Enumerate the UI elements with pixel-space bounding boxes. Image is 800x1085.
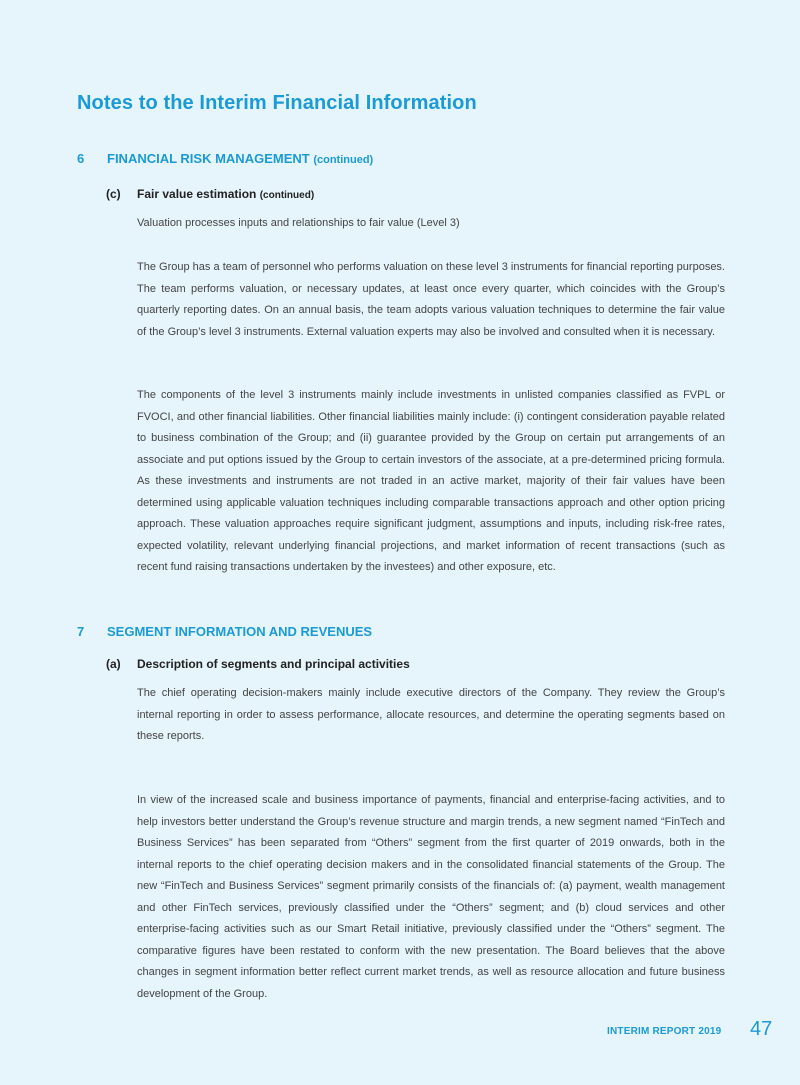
subsection-c-heading <box>106 187 314 201</box>
paragraph-intro: Valuation processes inputs and relationships to fair value (Level 3) <box>137 217 460 229</box>
section-number: 6 <box>77 151 85 166</box>
paragraph: In view of the increased scale and business importance of payments, financial and enterprise-facing activities, and to help investors better understand the Group’s revenue structure and margin trends, a new segment named “FinTech and Business Services” has been separated from “Others” segment from the first quarter of 2019 onwards, both in the internal reports to the chief operating decision makers and in the consolidated financial statements of the Group. The new “FinTech and Business Services” segment primarily consists of the financials of: (a) payment, wealth management and other FinTech services, previously classified under the “Others” segment; and (b) cloud services and other enterprise-facing activities such as our Smart Retail initiative, previously classified under the “Others” segment. The comparative figures have been restated to conform with the new presentation. The Board believes that the above changes in segment information better reflect current market trends, as well as resource allocation and future business development of the Group. <box>137 794 725 1000</box>
section-title: FINANCIAL RISK MANAGEMENT <box>107 151 310 166</box>
section-continued: (continued) <box>313 154 374 166</box>
paragraph: The Group has a team of personnel who performs valuation on these level 3 instruments for financial reporting purposes. The team performs valuation, or necessary updates, at least once every quarter, which coincides with the Group’s quarterly reporting dates. On an annual basis, the team adopts various valuation techniques to determine the fair value of the Group’s level 3 instruments. External valuation experts may also be involved and consulted when it is necessary. <box>137 261 725 338</box>
section-number: 7 <box>77 624 85 639</box>
subsection-title: Description of segments and principal activities <box>137 657 410 671</box>
footer-report-label: INTERIM REPORT 2019 <box>607 1026 722 1037</box>
subsection-title: Fair value estimation <box>137 187 257 201</box>
page-number: 47 <box>750 1018 773 1040</box>
page-title: Notes to the Interim Financial Information <box>77 92 477 114</box>
section-title: SEGMENT INFORMATION AND REVENUES <box>107 624 373 639</box>
subsection-a-heading <box>106 657 410 671</box>
subsection-letter: (c) <box>106 187 121 201</box>
paragraph: The components of the level 3 instruments mainly include investments in unlisted companies classified as FVPL or FVOCI, and other financial liabilities. Other financial liabilities mainly include: (i) contingent consideration payable related to business combination of the Group; and (ii) guarantee provided by the Group on certain put arrangements of an associate and put options issued by the Group to certain investors of the associate, at a pre-determined pricing formula. As these investments and instruments are not traded in an active market, majority of their fair values have been determined using applicable valuation techniques including comparable transactions approach and other option pricing approach. These valuation approaches require significant judgment, assumptions and inputs, including risk-free rates, expected volatility, relevant underlying financial projections, and market information of recent transactions (such as recent fund raising transactions undertaken by the investees) and other exposure, etc. <box>137 389 725 573</box>
section-6-heading <box>77 151 373 166</box>
section-7-heading <box>77 624 372 639</box>
subsection-letter: (a) <box>106 657 121 671</box>
subsection-continued: (continued) <box>259 190 315 201</box>
paragraph: The chief operating decision-makers mainly include executive directors of the Company. They review the Group’s internal reporting in order to assess performance, allocate resources, and determine the operating segments based on these reports. <box>137 687 725 742</box>
